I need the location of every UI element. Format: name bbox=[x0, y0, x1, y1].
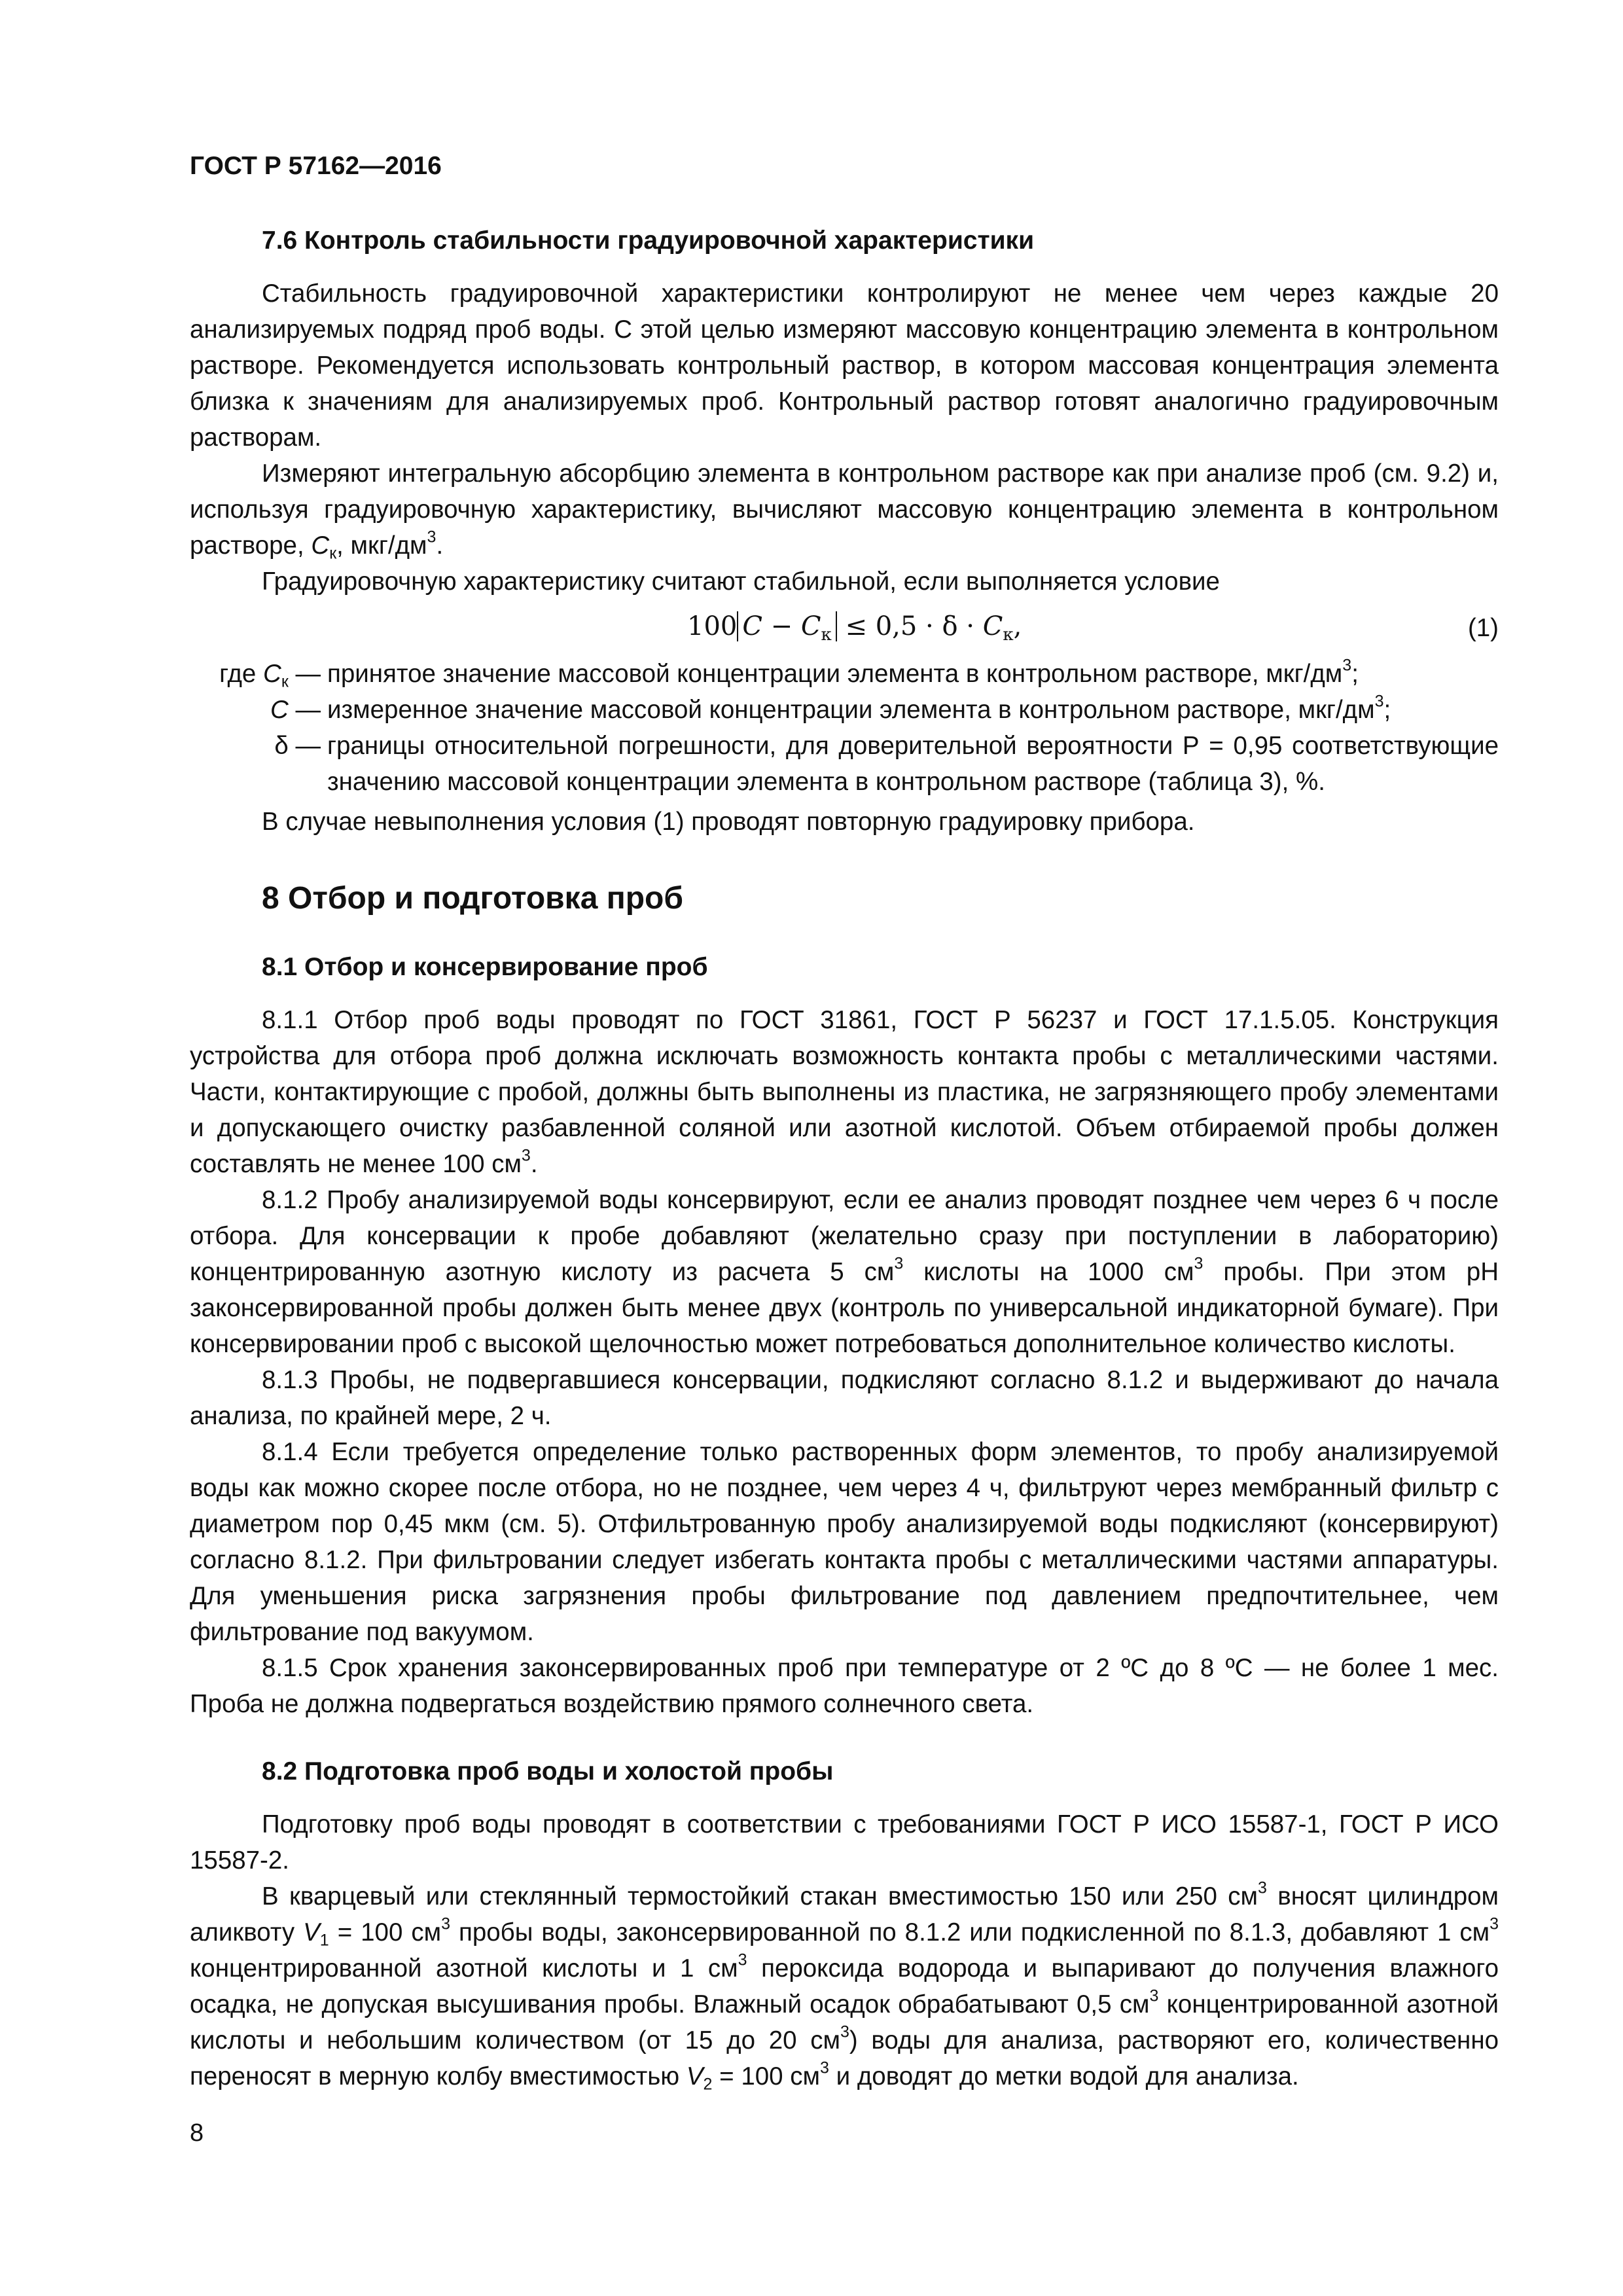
formula-expression: 100 $C - C_к \le 0,5 \cdot \delta \cdot C_к$, bbox=[687, 611, 1022, 645]
paragraph: В кварцевый или стеклянный термостойкий стакан вместимостью 150 или 250 $см^3$ вносят цилиндром аликвоту $V_1 = 100$ $см^3$ пробы воды, законсервированной по 8.1.2 или подкисленной по 8.1.3, добавляют 1 $см^3$ концентрированной азотной кислоты и 1 $см^3$ пероксида водорода и выпаривают до получения влажного осадка, не допуская высушивания пробы. Влажный осадок обрабатывают 0,5 $см^3$ концентрированной азотной кислоты и небольшим количеством (от 15 до 20 $см^3$) воды для анализа, растворяют его, количественно переносят в мерную колбу вместимостью $V_2 = 100$ $см^3$ и доводят до метки водой для анализа. bbox=[190, 1878, 1499, 2094]
section-7-6-title: 7.6 Контроль стабильности градуировочной характеристики bbox=[262, 226, 1035, 255]
paragraph: Измеряют интегральную абсорбцию элемента в контрольном растворе как при анализе проб (см. 9.2) и, используя градуировочную характеристику, вычисляют массовую концентрацию элемента в контрольном растворе, $C_к$, мкг/$дм^3$. bbox=[190, 459, 1499, 563]
where-symbol: δ — bbox=[274, 732, 321, 760]
page-body bbox=[190, 223, 1499, 2094]
formula-number: (1) bbox=[1467, 614, 1499, 642]
paragraph: Стабильность градуировочной характеристики контролируют не менее чем через каждые 20 анализируемых подряд проб воды. С этой целью измеряют массовую концентрацию элемента в контрольном растворе. Рекомендуется использовать контрольный раствор, в котором массовая концентрация элемента близка к значениям для анализируемых проб. Контрольный раствор готовят аналогично градуировочным растворам. bbox=[190, 279, 1499, 452]
where-description: принятое значение массовой концентрации элемента в контрольном растворе, мкг/$дм^3$; bbox=[327, 656, 1359, 688]
paragraph: 8.1.2 Пробу анализируемой воды консервируют, если ее анализ проводят позднее чем через 6 ч после отбора. Для консервации к пробе добавляют (желательно сразу при поступлении в лабораторию) концентрированную азотную кислоту из расчета 5 $см^3$ кислоты на 1000 $см^3$ пробы. При этом pH законсервированной пробы должен быть менее двух (контроль по универсальной индикаторной бумаге). При консервировании проб с высокой щелочностью может потребоваться дополнительное количество кислоты. bbox=[190, 1186, 1499, 1358]
where-symbol: где $C_к$ — bbox=[219, 660, 321, 691]
section-8-title: 8 Отбор и подготовка проб bbox=[262, 881, 684, 916]
where-description: границы относительной погрешности, для доверительной вероятности Р = 0,95 соответствующие значению массовой концентрации элемента в контрольном растворе (таблица 3), %. bbox=[327, 732, 1499, 796]
paragraph: 8.1.3 Пробы, не подвергавшиеся консервации, подкисляют согласно 8.1.2 и выдерживают до начала анализа, по крайней мере, 2 ч. bbox=[190, 1366, 1499, 1430]
section-8-1-title: 8.1 Отбор и консервирование проб bbox=[262, 953, 708, 981]
paragraph: В случае невыполнения условия (1) проводят повторную градуировку прибора. bbox=[262, 808, 1195, 836]
paragraph: 8.1.5 Срок хранения законсервированных проб при температуре от 2 ºС до 8 ºС — не более 1 мес. Проба не должна подвергаться воздействию прямого солнечного света. bbox=[190, 1654, 1499, 1718]
formula-1 bbox=[190, 603, 1499, 656]
where-item bbox=[190, 692, 1499, 728]
paragraph: 8.1.1 Отбор проб воды проводят по ГОСТ 31861, ГОСТ Р 56237 и ГОСТ 17.1.5.05. Конструкция устройства для отбора проб должна исключать возможность контакта пробы с металлическими частями. Части, контактирующие с пробой, должны быть выполнены из пластика, не загрязняющего пробу элементами и допускающего очистку разбавленной соляной или азотной кислотой. Объем отбираемой пробы должен составлять не менее 100 $см^3$. bbox=[190, 1006, 1499, 1178]
where-item bbox=[190, 656, 1499, 692]
where-symbol: C — bbox=[270, 696, 321, 724]
paragraph: Подготовку проб воды проводят в соответствии с требованиями ГОСТ Р ИСО 15587-1, ГОСТ Р ИСО 15587-2. bbox=[190, 1810, 1499, 1874]
abs-value: $C - C_к$ bbox=[737, 611, 836, 641]
standard-header: ГОСТ Р 57162—2016 bbox=[190, 152, 442, 180]
where-item bbox=[190, 728, 1499, 800]
paragraph: Градуировочную характеристику считают стабильной, если выполняется условие bbox=[262, 567, 1220, 596]
page-number: 8 bbox=[190, 2119, 204, 2147]
section-8-2-title: 8.2 Подготовка проб воды и холостой пробы bbox=[262, 1757, 834, 1785]
where-description: измеренное значение массовой концентрации элемента в контрольном растворе, мкг/$дм^3$; bbox=[327, 692, 1391, 724]
paragraph: 8.1.4 Если требуется определение только растворенных форм элементов, то пробу анализируемой воды как можно скорее после отбора, но не позднее, чем через 4 ч, фильтруют через мембранный фильтр с диаметром пор 0,45 мкм (см. 5). Отфильтрованную пробу анализируемой воды подкисляют (консервируют) согласно 8.1.2. При фильтровании следует избегать контакта пробы с металлическими частями аппаратуры. Для уменьшения риска загрязнения пробы фильтрование под давлением предпочтительнее, чем фильтрование под вакуумом. bbox=[190, 1438, 1499, 1646]
